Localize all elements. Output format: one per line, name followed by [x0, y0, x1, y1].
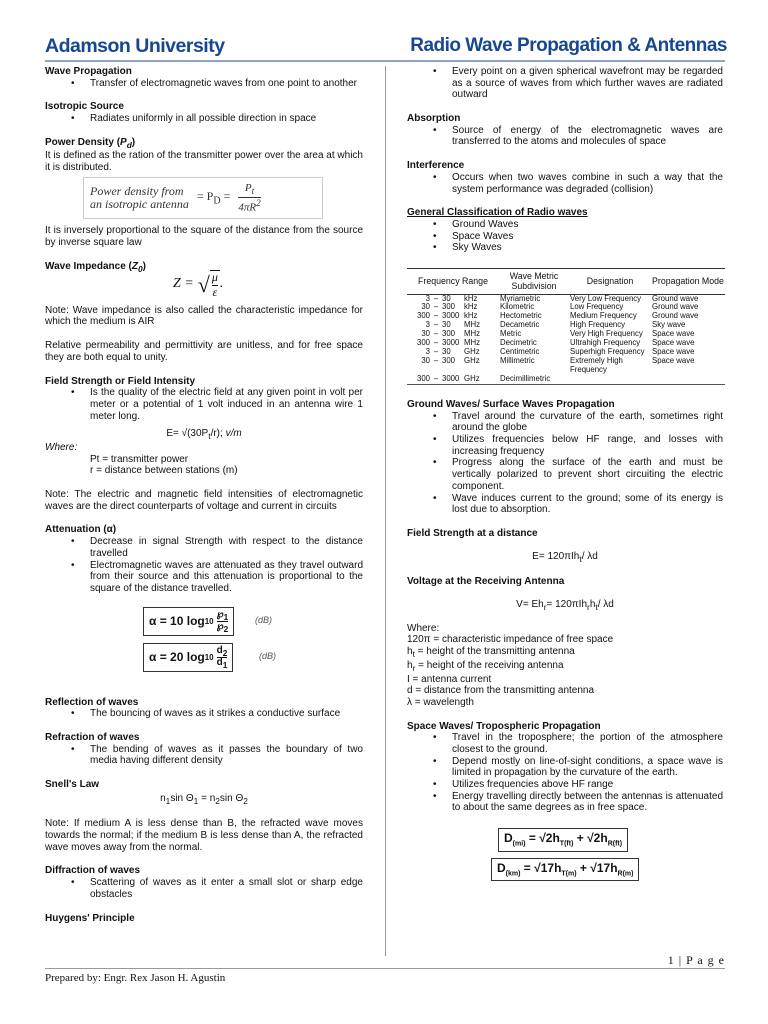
- freq-range-cell: 30 – 300 kHz: [421, 302, 478, 312]
- bullet: • Occurs when two waves combine in such a way that the system performance was degraded (collision): [407, 172, 723, 195]
- bullet: • Ground Waves: [407, 219, 723, 231]
- subdivision-cell: Kilometric: [500, 302, 535, 312]
- section-isotropic: [45, 101, 363, 124]
- designation-cell: Superhigh Frequency: [570, 347, 645, 357]
- heading: Interference: [407, 160, 465, 172]
- heading: Refraction of waves: [45, 731, 140, 743]
- table-header: Propagation Mode: [652, 276, 724, 287]
- heading: Diffraction of waves: [45, 865, 141, 877]
- bullet: • Depend mostly on line-of-sight conditions, a space wave is limited in propagation by the curvature of the earth.: [407, 756, 723, 779]
- where-item: r = distance between stations (m): [90, 465, 238, 477]
- bullet: • Transfer of electromagnetic waves from one point to another: [45, 78, 363, 90]
- paragraph: Note: Wave impedance is also called the characteristic impedance for which the medium is AIR: [45, 304, 363, 328]
- column-divider: [385, 66, 386, 956]
- freq-range-cell: 3 – 30 MHz: [425, 320, 481, 330]
- mode-cell: Space wave: [652, 338, 695, 348]
- distance-formula-miles: $D_{(mi)} = √2h_{T(ft)} + √2h_{R(ft)}$: [498, 828, 628, 852]
- table-row: [407, 375, 725, 384]
- where-item: λ = wavelength: [407, 696, 474, 708]
- where-label: Where:: [407, 622, 440, 634]
- section-field-strength-distance: [407, 528, 723, 564]
- page-number: 1 | P a g e: [667, 953, 725, 967]
- paragraph: It is inversely proportional to the square of the distance from the source by inverse square law: [45, 225, 363, 248]
- table-row: [407, 357, 725, 375]
- where-item: Pt = transmitter power: [90, 453, 189, 465]
- where-item: $h_t$ = height of the transmitting antenna: [407, 646, 575, 660]
- page-footer: [45, 953, 725, 984]
- heading: Attenuation (α): [45, 524, 117, 536]
- bullet: • Travel in the troposphere; the portion of the atmosphere closest to the ground.: [407, 732, 723, 755]
- distance-formula-km: $D_{(km)} = √17h_{T(m)} + √17h_{R(m)}$: [491, 858, 639, 882]
- section-diffraction: [45, 865, 363, 900]
- mode-cell: Space wave: [652, 347, 695, 357]
- subdivision-cell: Millimetric: [500, 356, 535, 366]
- formula: $V= Eh_r= 120\pi Ih_rh_t/$ λd: [516, 599, 614, 613]
- designation-cell: Low Frequency: [570, 302, 624, 312]
- freq-range-cell: 30 – 300 MHz: [421, 329, 481, 339]
- mode-cell: Sky wave: [652, 320, 686, 330]
- left-column: [45, 66, 363, 924]
- paragraph: Relative permeability and permittivity are unitless, and for free space they are both equal to unity.: [45, 340, 363, 363]
- mode-cell: Ground wave: [652, 293, 699, 303]
- heading: Wave Propagation: [45, 66, 132, 77]
- bullet: • Energy travelling directly between the antennas is attenuated to about the same degrees as in free space.: [407, 791, 723, 814]
- where-item: I = antenna current: [407, 673, 492, 685]
- section-snell: [45, 779, 363, 853]
- heading: General Classification of Radio waves: [407, 207, 588, 219]
- bullet: • Utilizes frequencies below HF range, and losses with increasing frequency: [407, 434, 723, 457]
- table-header: Wave Metric Subdivision: [509, 270, 559, 292]
- page-header: [45, 34, 725, 62]
- heading: Isotropic Source: [45, 101, 124, 113]
- designation-cell: High Frequency: [570, 320, 626, 330]
- subdivision-cell: Decimetric: [500, 338, 537, 348]
- section-absorption: [407, 113, 723, 148]
- bullet: • Progress along the surface of the earth and must be vertically polarized to prevent short circuiting the electric component.: [407, 457, 723, 492]
- bullet: • Travel around the curvature of the earth, sometimes right around the globe: [407, 411, 723, 434]
- section-wave-propagation: [45, 66, 363, 89]
- section-power-density: [45, 137, 363, 249]
- paragraph: Note: If medium A is less dense than B, the refracted wave moves towards the normal; if the medium B is less dense than A, the refracted wave moves away from the normal.: [45, 818, 363, 853]
- unit-label: (dB): [259, 650, 277, 661]
- section-space-waves: [407, 721, 723, 815]
- section-refraction: [45, 732, 363, 767]
- bullet: • Decrease in signal Strength with respect to the distance travelled: [45, 536, 363, 559]
- subdivision-cell: Metric: [500, 329, 522, 339]
- snell-formula: $n_1\sin$ $\Theta_1 = n_2\sin$ $\Theta_2$: [160, 792, 248, 806]
- heading: Wave Impedance $(Z_0)$: [45, 260, 146, 274]
- bullet: • Source of energy of the electromagnetic waves are transferred to the atoms and molecules of space: [407, 125, 723, 148]
- section-voltage-receiving: [407, 576, 723, 708]
- unit-label: (dB): [255, 614, 273, 625]
- subdivision-cell: Centimetric: [500, 347, 540, 357]
- section-classification: [407, 207, 723, 254]
- heading: Space Waves/ Tropospheric Propagation: [407, 720, 601, 732]
- heading: Voltage at the Receiving Antenna: [407, 576, 565, 588]
- designation-cell: Ultrahigh Frequency: [570, 338, 641, 348]
- heading: Field Strength or Field Intensity: [45, 375, 196, 387]
- prepared-by: Prepared by: Engr. Rex Jason H. Agustin: [45, 972, 226, 984]
- heading: Reflection of waves: [45, 696, 139, 708]
- footer-rule: [45, 968, 725, 969]
- subdivision-cell: Decametric: [500, 320, 540, 330]
- freq-range-cell: 3 – 30 GHz: [425, 347, 480, 357]
- bullet: • Electromagnetic waves are attenuated as they travel outward from their source and this attenuation is proportional to the square of the distance travelled.: [45, 560, 363, 595]
- bullet: • Wave induces current to the ground; some of its energy is lost due to absorption.: [407, 493, 723, 516]
- attenuation-formula-power: α = 10 log 10 $℘_1$ $℘_2$: [143, 607, 234, 637]
- heading: Field Strength at a distance: [407, 527, 538, 539]
- mode-cell: Space wave: [652, 329, 695, 339]
- section-interference: [407, 160, 723, 195]
- mode-cell: Space wave: [652, 356, 695, 366]
- mode-cell: [651, 375, 725, 384]
- mode-cell: Ground wave: [652, 311, 699, 321]
- freq-range-cell: 30 – 300 GHz: [421, 356, 480, 366]
- header-topic: Radio Wave Propagation & Antennas: [410, 35, 727, 56]
- freq-range-cell: 300 – 3000 GHz: [407, 375, 499, 384]
- bullet: • Scattering of waves as it enter a small slot or sharp edge obstacles: [45, 877, 363, 900]
- table-header: Designation: [586, 276, 634, 287]
- section-reflection: [45, 697, 363, 720]
- designation-cell: [569, 375, 651, 384]
- heading: Power Density $(P_d)$: [45, 136, 136, 150]
- impedance-formula: Z = √ μ ε .: [173, 270, 224, 299]
- section-wave-impedance: [45, 261, 363, 364]
- table-header: Frequency Range: [418, 276, 488, 287]
- paragraph: It is defined as the ration of the transmitter power over the area at which it is distributed.: [45, 150, 363, 174]
- heading: Absorption: [407, 113, 461, 125]
- bullet: • Every point on a given spherical wavefront may be regarded as a source of waves from which further waves are radiated outward: [407, 66, 723, 101]
- freq-range-cell: 3 – 30 kHz: [425, 293, 478, 303]
- where-item: $h_r$ = height of the receiving antenna: [407, 659, 564, 673]
- bullet: • The bending of waves as it passes the boundary of two media having different density: [45, 744, 363, 767]
- freq-range-cell: 300 – 3000 MHz: [416, 338, 481, 348]
- formula: E= 120πIh$_t$/ λd: [532, 550, 598, 564]
- where-label: Where:: [45, 442, 78, 453]
- frequency-table: [407, 268, 725, 385]
- subdivision-cell: Decimillimetric: [499, 375, 569, 384]
- designation-cell: Very Low Frequency: [570, 293, 642, 303]
- subdivision-cell: Myriametric: [500, 293, 541, 303]
- attenuation-formulas: [123, 603, 295, 675]
- field-formula: $E= √(30P_t/r)$; v/m: [166, 428, 242, 442]
- freq-range-cell: 300 – 3000 kHz: [416, 311, 478, 321]
- heading: Ground Waves/ Surface Waves Propagation: [407, 399, 615, 411]
- power-density-formula: Power density from an isotropic antenna = $P_D$ = $\frac{P_t}{4\pi R^2}$: [83, 177, 323, 219]
- where-item: 120π = characteristic impedance of free space: [407, 634, 614, 646]
- section-field-strength: [45, 376, 363, 513]
- designation-cell: Very High Frequency: [570, 329, 643, 339]
- bullet: • Utilizes frequencies above HF range: [407, 779, 723, 791]
- distance-formulas: [497, 828, 723, 881]
- section-attenuation: [45, 524, 363, 674]
- designation-cell: Extremely High Frequency: [570, 356, 623, 375]
- bullet: • Sky Waves: [407, 242, 723, 254]
- bullet: • Is the quality of the electric field at any given point in volt per meter or a potential of 1 volt induced in an antenna wire 1 meter long.: [45, 387, 363, 422]
- subdivision-cell: Hectometric: [500, 311, 542, 321]
- header-university: Adamson University: [45, 35, 225, 57]
- heading: Huygens' Principle: [45, 912, 135, 924]
- mode-cell: Ground wave: [652, 302, 699, 312]
- attenuation-formula-distance: α = 20 log 10 $d_2$ $d_1$: [143, 643, 233, 673]
- designation-cell: Medium Frequency: [570, 311, 637, 321]
- section-ground-waves: [407, 399, 723, 516]
- paragraph: Note: The electric and magnetic field intensities of electromagnetic waves are the direct counterparts of voltage and current in circuits: [45, 489, 363, 512]
- bullet: • The bouncing of waves as it strikes a conductive surface: [45, 708, 363, 720]
- bullet: • Space Waves: [407, 231, 723, 243]
- bullet: • Radiates uniformly in all possible direction in space: [45, 113, 363, 125]
- heading: Snell's Law: [45, 779, 100, 790]
- where-item: d = distance from the transmitting antenna: [407, 685, 595, 697]
- right-column: [407, 66, 723, 881]
